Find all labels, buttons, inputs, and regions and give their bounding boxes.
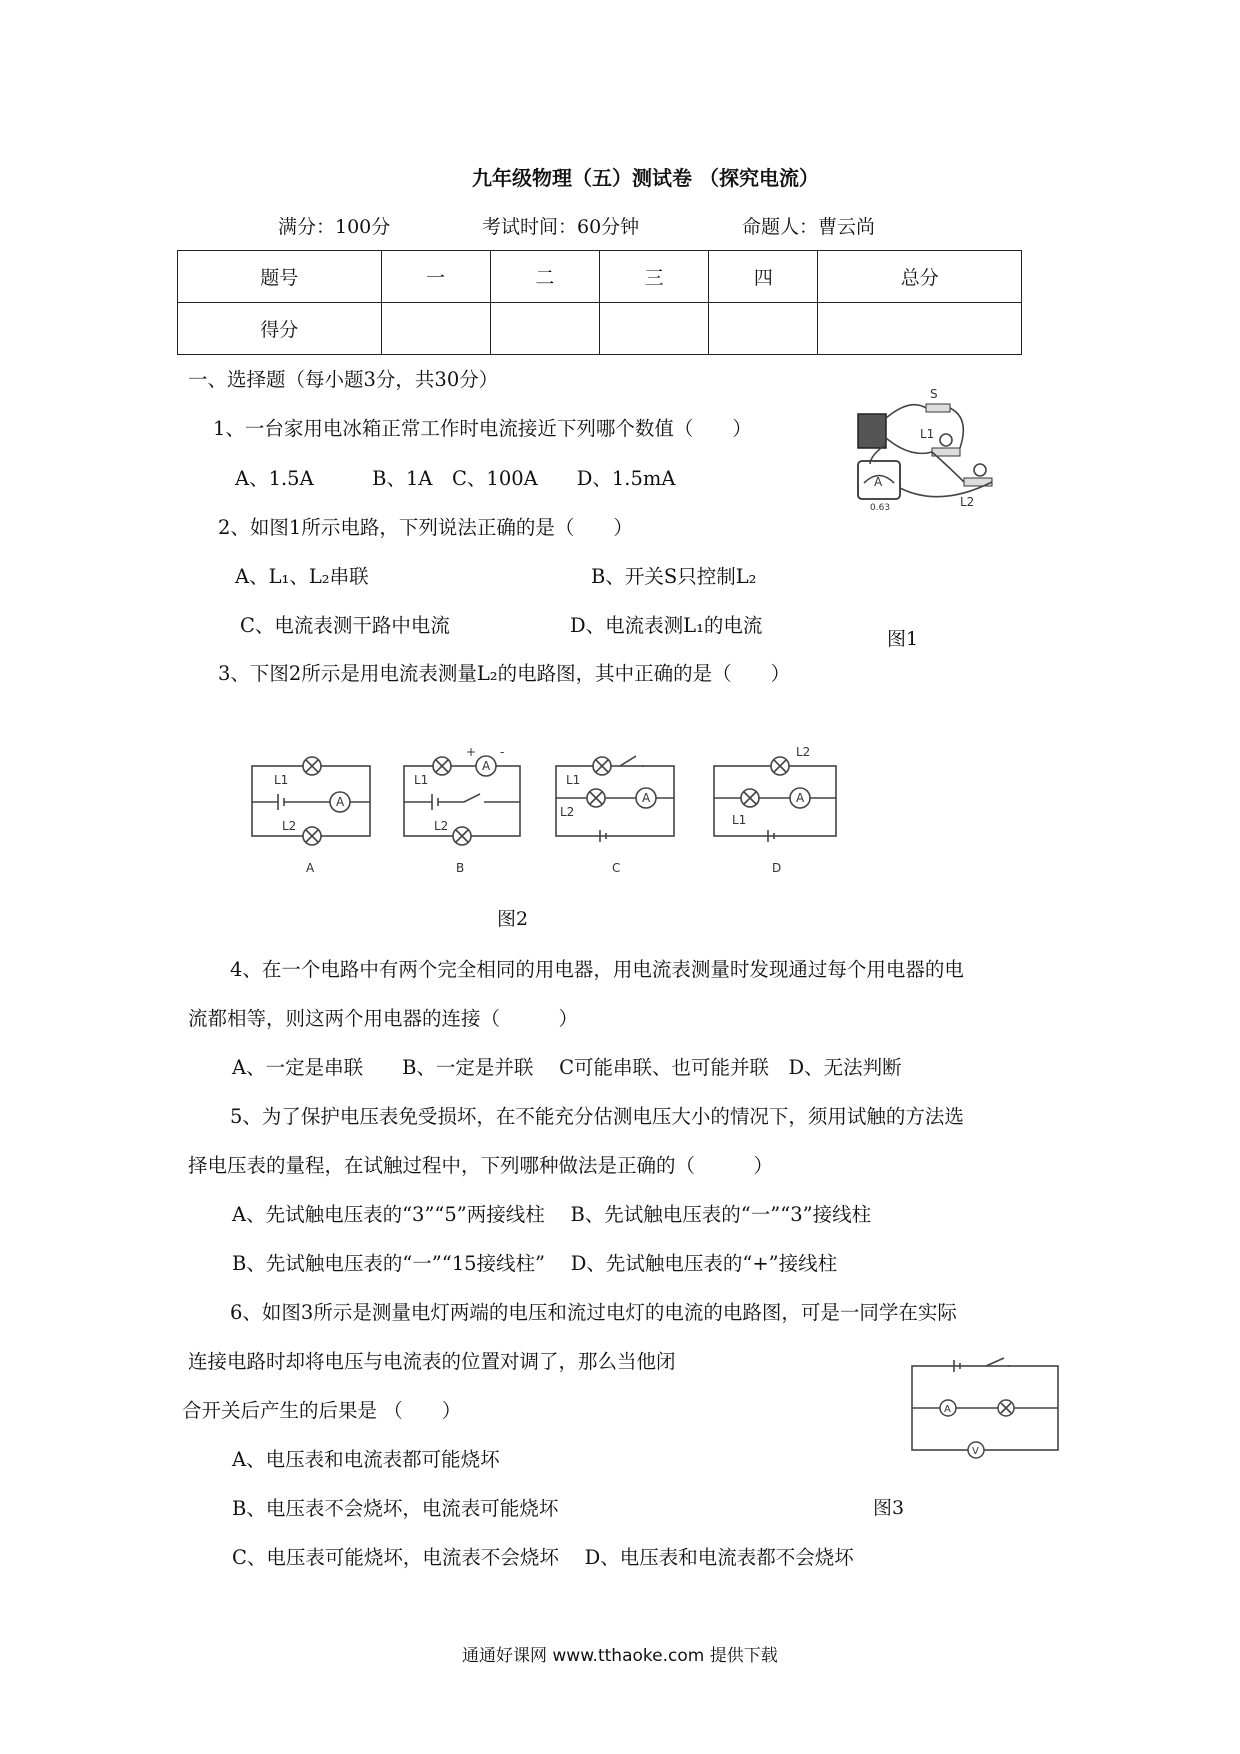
q1-stem: 1、一台家用电冰箱正常工作时电流接近下列哪个数值（ ） xyxy=(213,417,752,440)
switch-icon xyxy=(926,404,950,412)
meter-label: A xyxy=(482,759,491,773)
fig2-caption: 图2 xyxy=(497,908,529,930)
q1-options: A、1.5A B、1A C、100A D、1.5mA xyxy=(235,467,676,490)
q2-stem: 2、如图1所示电路，下列说法正确的是（ ） xyxy=(218,516,633,539)
author: 命题人：曹云尚 xyxy=(742,216,876,238)
q4-options: A、一定是串联 B、一定是并联 C可能串联、也可能并联 D、无法判断 xyxy=(232,1056,902,1079)
q6-options-cd: C、电压表可能烧坏，电流表不会烧坏 D、电压表和电流表都不会烧坏 xyxy=(232,1546,854,1569)
bulb-icon xyxy=(940,434,952,446)
full-score: 满分：100分 xyxy=(278,216,391,238)
table-cell: 二 xyxy=(490,251,599,303)
score-cell xyxy=(490,303,599,355)
table-row xyxy=(178,251,1022,303)
q2-option-a: A、L₁、L₂串联 xyxy=(235,565,369,588)
battery-icon xyxy=(858,414,886,448)
fig1-label-l2: L2 xyxy=(960,495,975,509)
fig1-label-l1: L1 xyxy=(920,427,935,441)
q6-line1: 6、如图3所示是测量电灯两端的电压和流过电灯的电流的电路图，可是一同学在实际 xyxy=(230,1301,957,1324)
score-cell xyxy=(381,303,490,355)
fig2-circuit-d xyxy=(714,745,836,875)
terminal-label: - xyxy=(500,745,505,759)
fig3-caption: 图3 xyxy=(873,1497,905,1519)
lamp-label: L2 xyxy=(796,745,811,759)
switch-icon xyxy=(620,756,644,766)
table-row xyxy=(178,303,1022,355)
fig1-circuit xyxy=(850,378,1000,514)
table-cell: 题号 xyxy=(178,251,382,303)
meter-label: A xyxy=(796,791,805,805)
score-table xyxy=(177,250,1022,355)
table-cell: 一 xyxy=(381,251,490,303)
page-title: 九年级物理（五）测试卷 （探究电流） xyxy=(472,166,819,190)
lamp-label: L1 xyxy=(414,773,429,787)
q4-line2: 流都相等，则这两个用电器的连接（ ） xyxy=(188,1007,579,1030)
meter-label: A xyxy=(336,795,345,809)
switch-icon xyxy=(986,1358,1010,1366)
lamp-label: L2 xyxy=(434,819,449,833)
lamp-label: L2 xyxy=(560,805,575,819)
q2-option-c: C、电流表测干路中电流 xyxy=(240,614,450,637)
option-label-b: B xyxy=(456,861,465,875)
q3-stem: 3、下图2所示是用电流表测量L₂的电路图，其中正确的是（ ） xyxy=(218,662,791,685)
q6-line3: 合开关后产生的后果是 （ ） xyxy=(182,1399,462,1422)
exam-time: 考试时间：60分钟 xyxy=(482,216,640,238)
fig1-caption: 图1 xyxy=(887,628,919,650)
table-cell: 总分 xyxy=(818,251,1022,303)
score-cell xyxy=(599,303,708,355)
meter-label: V xyxy=(972,1446,979,1457)
table-cell: 得分 xyxy=(178,303,382,355)
q5-options-ab: A、先试触电压表的“3”“5”两接线柱 B、先试触电压表的“一”“3”接线柱 xyxy=(232,1203,872,1226)
q2-option-d: D、电流表测L₁的电流 xyxy=(570,614,763,637)
fig2-circuit-a xyxy=(252,757,370,875)
score-cell xyxy=(709,303,818,355)
q5-line2: 择电压表的量程，在试触过程中，下列哪种做法是正确的（ ） xyxy=(188,1154,774,1177)
score-cell xyxy=(818,303,1022,355)
option-label-a: A xyxy=(306,861,315,875)
fig2-circuit-b xyxy=(404,745,520,875)
fig1-label-a: A xyxy=(874,475,883,489)
section-heading: 一、选择题（每小题3分，共30分） xyxy=(188,368,499,391)
fig1-label-scale: 0.63 xyxy=(870,503,891,513)
q6-line2: 连接电路时却将电压与电流表的位置对调了，那么当他闭 xyxy=(188,1350,676,1373)
table-cell: 三 xyxy=(599,251,708,303)
option-label-d: D xyxy=(772,861,782,875)
meter-label: A xyxy=(642,791,651,805)
q4-line1: 4、在一个电路中有两个完全相同的用电器，用电流表测量时发现通过每个用电器的电 xyxy=(230,958,964,981)
q2-option-b: B、开关S只控制L₂ xyxy=(591,565,757,588)
table-cell: 四 xyxy=(709,251,818,303)
switch-icon xyxy=(404,794,520,810)
fig2-circuit-c xyxy=(556,756,674,875)
option-label-c: C xyxy=(612,861,621,875)
terminal-label: + xyxy=(466,745,477,759)
meter-label: A xyxy=(944,1404,951,1415)
lamp-label: L1 xyxy=(274,773,289,787)
fig2-circuits xyxy=(240,740,860,880)
bulb-icon xyxy=(974,464,986,476)
q6-option-b: B、电压表不会烧坏，电流表可能烧坏 xyxy=(232,1497,559,1520)
fig1-label-s: S xyxy=(930,387,938,401)
q5-options-cd: B、先试触电压表的“一”“15接线柱” D、先试触电压表的“+”接线柱 xyxy=(232,1252,838,1275)
fig3-circuit xyxy=(904,1352,1066,1462)
footer: 通通好课网 www.tthaoke.com 提供下载 xyxy=(462,1646,778,1666)
lamp-label: L2 xyxy=(282,819,297,833)
q5-line1: 5、为了保护电压表免受损坏，在不能充分估测电压大小的情况下，须用试触的方法选 xyxy=(230,1105,964,1128)
lamp-label: L1 xyxy=(566,773,581,787)
q6-option-a: A、电压表和电流表都可能烧坏 xyxy=(232,1448,500,1471)
lamp-label: L1 xyxy=(732,813,747,827)
